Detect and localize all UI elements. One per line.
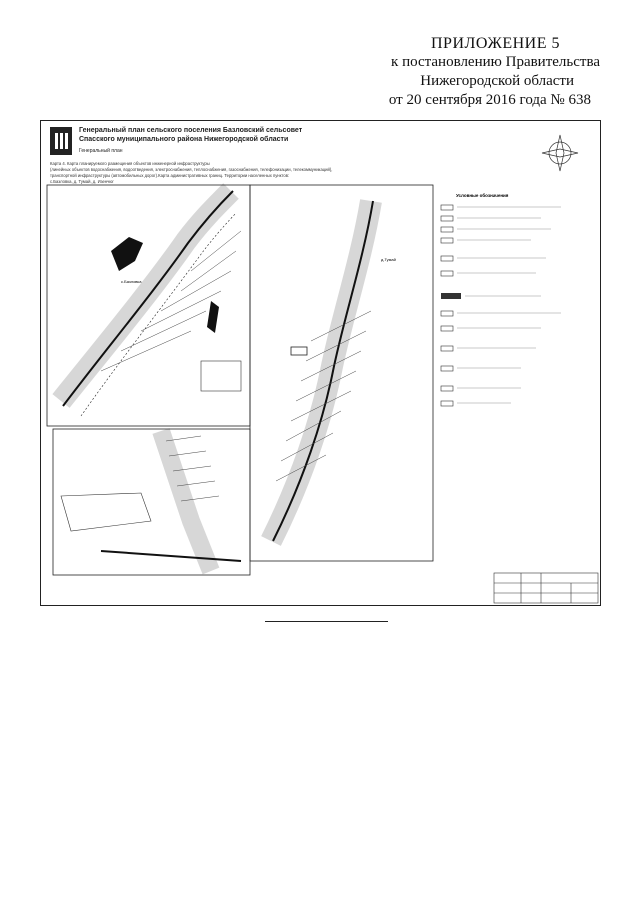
map-caption-2: (линейных объектов водоснабжения, водоотведения, электроснабжения, теплоснабжения, газоснабжения, телефонизации, телекоммуникаций), <box>50 167 333 172</box>
map-caption-3: транспортной инфраструктуры (автомобильных дорог).Карта административных границ. Территории населенных пунктов: <box>50 173 290 178</box>
map-title-2: Спасского муниципального района Нижегородской области <box>79 136 289 143</box>
village-label-2: д.Тумай <box>381 257 396 262</box>
map-caption-4: с.Базловка, д. Тумай, д. Изенчюг <box>50 179 114 184</box>
map-title-1: Генеральный план сельского поселения Базловский сельсовет <box>79 127 303 134</box>
compass-rose-icon <box>542 135 578 171</box>
legend-title: Условные обозначения <box>456 193 509 198</box>
decree-line-2: Нижегородской области <box>420 73 574 89</box>
village-label-1: с.Базловка <box>121 279 142 284</box>
map-sheet <box>40 120 601 606</box>
map-subtitle: Генеральный план <box>79 148 123 154</box>
decree-line-1: к постановлению Правительства <box>391 54 600 70</box>
appendix-title: ПРИЛОЖЕНИЕ 5 <box>430 35 560 52</box>
separator-line <box>265 621 388 622</box>
map-drawing <box>41 121 600 605</box>
map-caption-1: Карта 4. Карта планируемого размещения объектов инженерной инфраструктуры <box>50 161 210 166</box>
decree-line-3: от 20 сентября 2016 года № 638 <box>388 92 591 108</box>
